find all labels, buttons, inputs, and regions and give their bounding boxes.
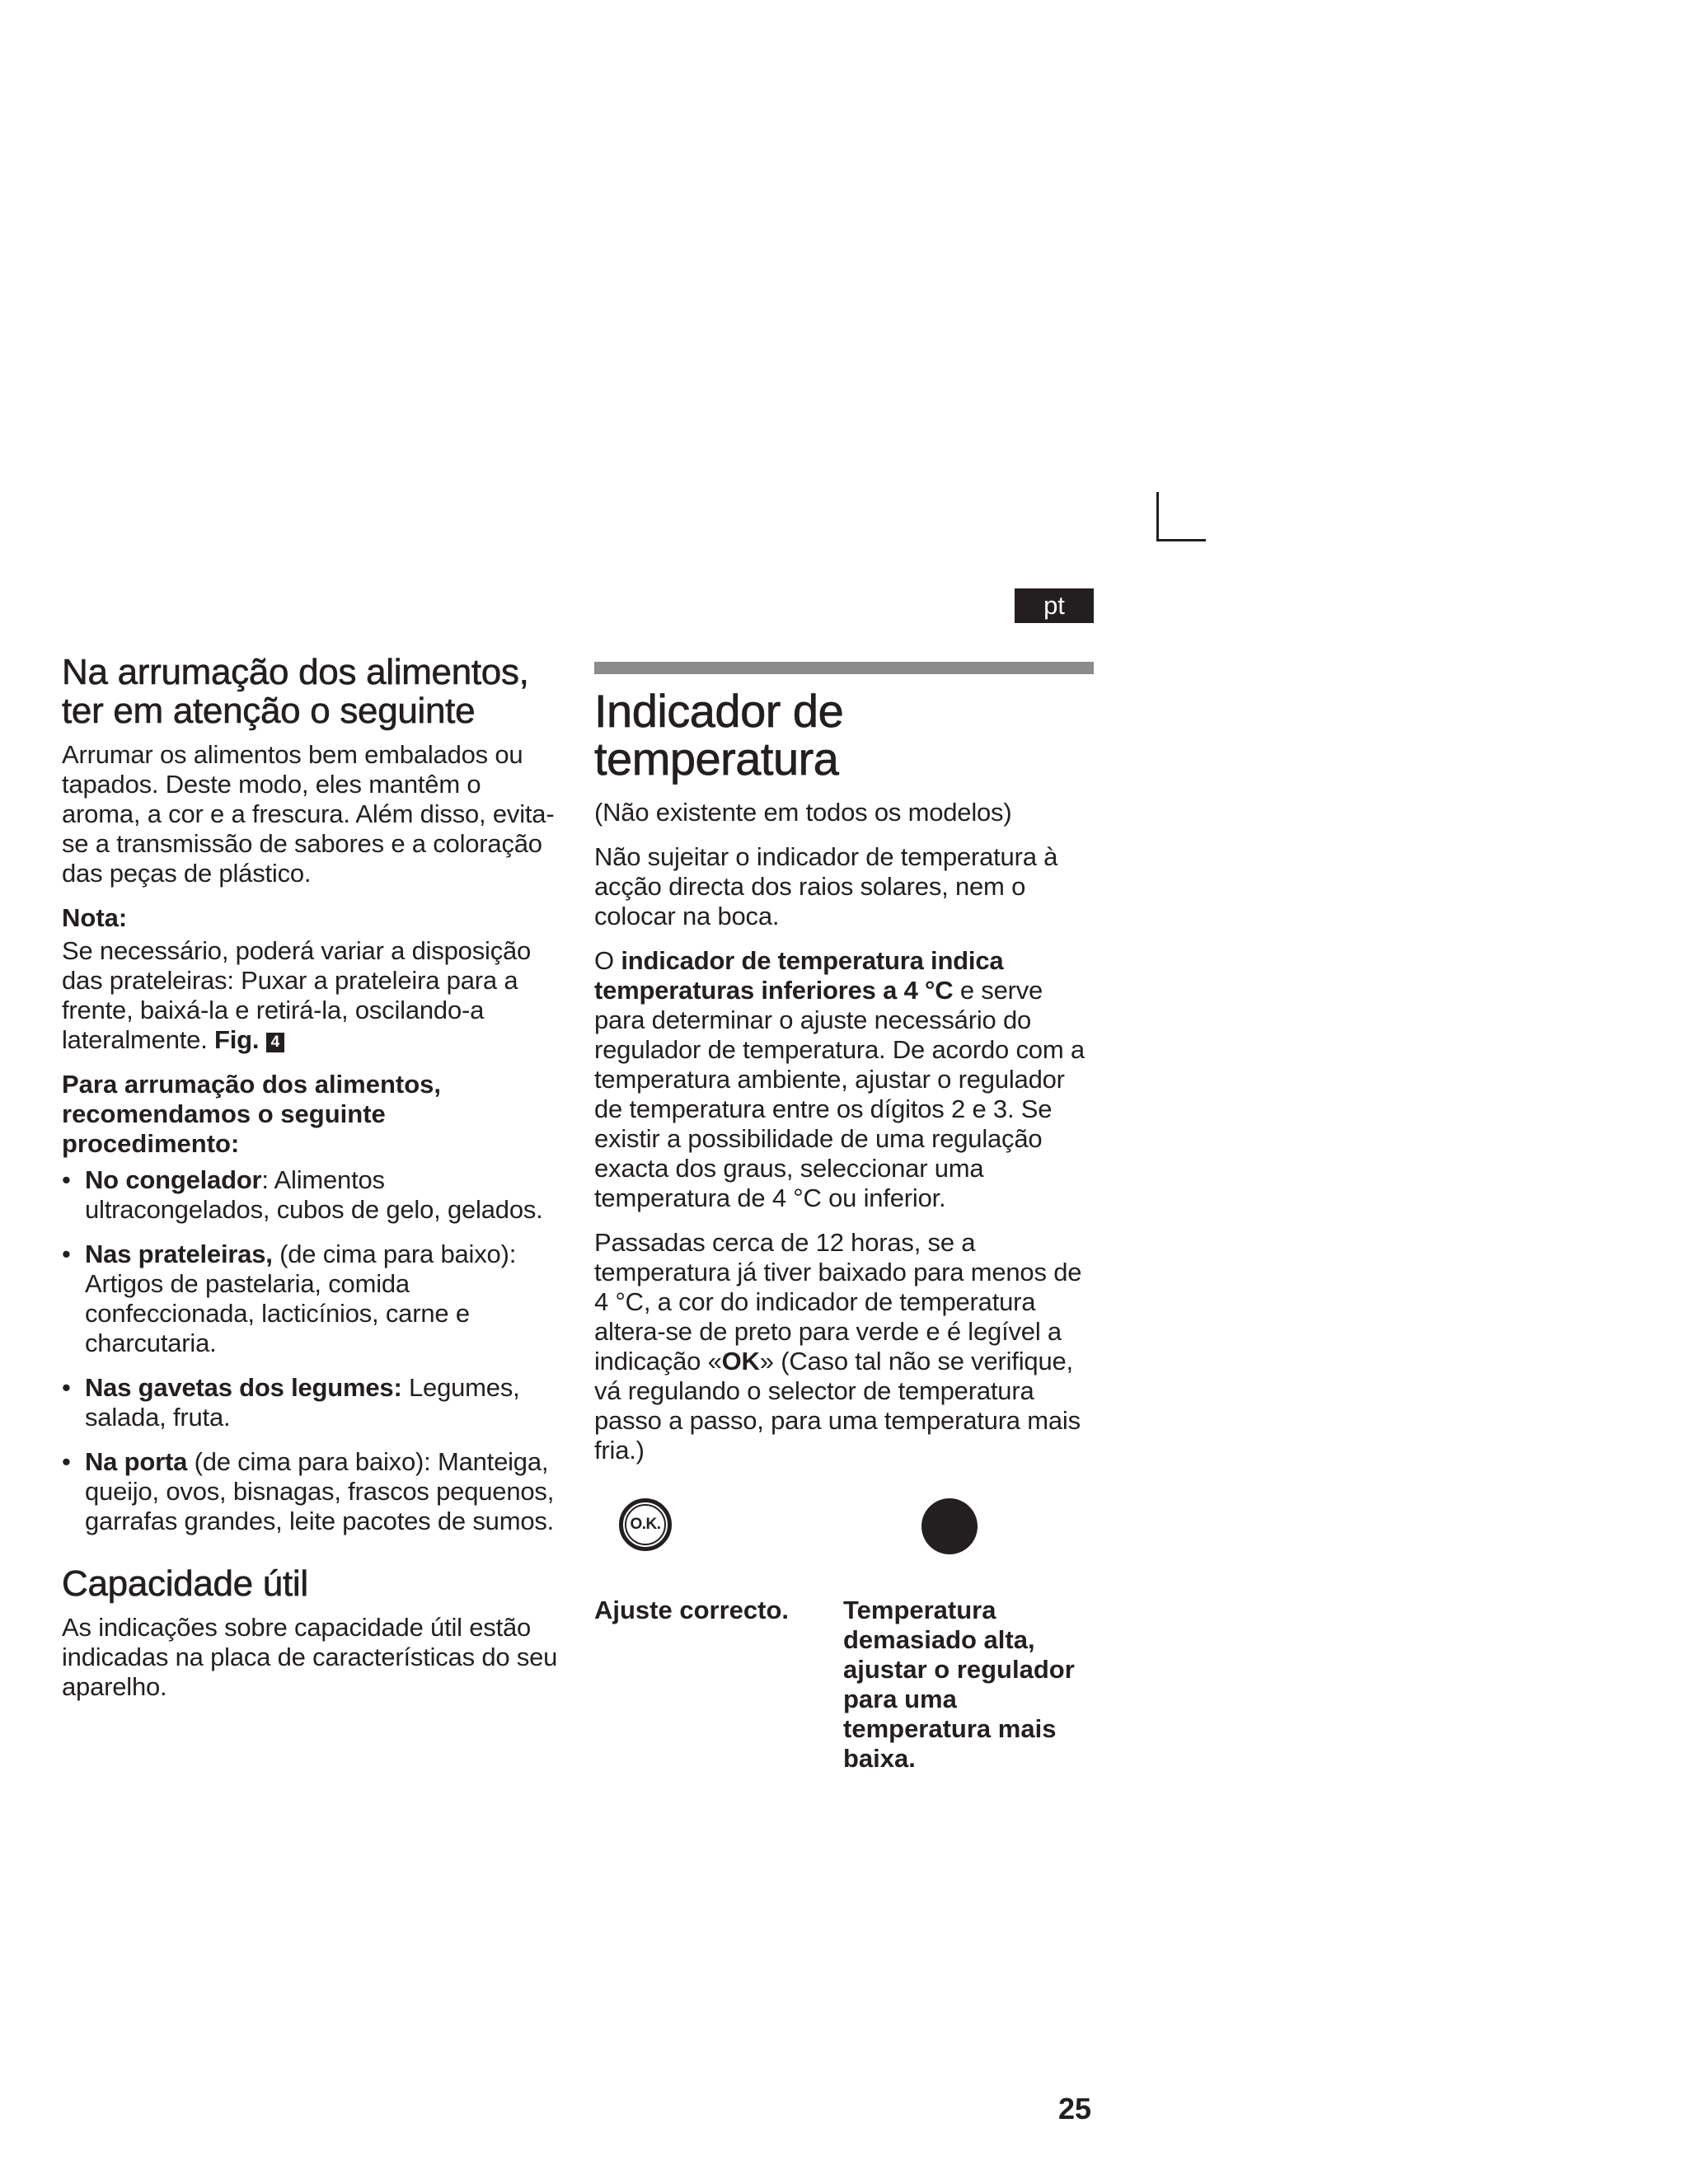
- ok-indicator-text: O.K.: [625, 1504, 666, 1545]
- list-item-title: Nas prateleiras,: [85, 1240, 273, 1268]
- storage-intro: Arrumar os alimentos bem embalados ou tapados. Deste modo, eles mantêm o aroma, a cor e a frescura. Além disso, evita-se a transmissão de sabores e a coloração das peças de plástico.: [62, 740, 555, 888]
- list-item: [62, 1447, 565, 1536]
- capacity-text: As indicações sobre capacidade útil estão indicadas na placa de características do seu aparelho.: [62, 1613, 558, 1701]
- indicator-icons: [594, 1480, 1094, 1596]
- language-tab: pt: [1015, 588, 1094, 623]
- bullet-icon: •: [62, 1240, 71, 1268]
- bullet-icon: •: [62, 1447, 71, 1476]
- note-paragraph: [62, 936, 565, 1055]
- emphasis-text: indicador de temperatura indica temperaturas inferiores a 4 °C: [594, 946, 1004, 1005]
- warning-paragraph: Não sujeitar o indicador de temperatura à acção directa dos raios solares, nem o colocar na boca.: [594, 842, 1058, 930]
- temperature-indicator-heading: Indicador de temperatura: [594, 685, 844, 785]
- ok-paragraph: [594, 1228, 1094, 1465]
- list-item: [62, 1373, 565, 1432]
- ok-emphasis: OK: [721, 1347, 760, 1376]
- list-item-title: Na porta: [85, 1447, 188, 1476]
- text-span: O: [594, 946, 621, 975]
- list-item-text: (de cima para baixo): Artigos de pastelaria, comida confeccionada, lacticínios, carne e charcutaria.: [85, 1240, 517, 1357]
- ok-indicator-icon: [619, 1498, 672, 1551]
- left-column: [62, 653, 565, 1717]
- list-item: [62, 1240, 565, 1358]
- section-rule: [594, 662, 1094, 674]
- black-dot-indicator-icon: [921, 1498, 978, 1554]
- right-column: [594, 653, 1094, 1785]
- fig-number-badge: 4: [266, 1033, 284, 1052]
- text-span: e serve para determinar o ajuste necessário do regulador de temperatura. De acordo com a temperatura ambiente, ajustar o regulador de temperatura entre os dígitos 2 e 3. Se existir a possibilidade de uma regulação exacta dos graus, seleccionar uma temperatura de 4 °C ou inferior.: [594, 976, 1085, 1212]
- fig-label: Fig.: [214, 1025, 260, 1054]
- note-text: Se necessário, poderá variar a disposição das prateleiras: Puxar a prateleira para a frente, baixá-la e retirá-la, oscilando-a lateralmente.: [62, 936, 532, 1054]
- crop-mark: [1156, 492, 1206, 541]
- list-item-text: Legumes, salada, fruta.: [85, 1373, 520, 1432]
- indicator-paragraph: [594, 946, 1094, 1213]
- list-item: [62, 1165, 565, 1225]
- caption-correct-setting: Ajuste correcto.: [594, 1596, 790, 1624]
- capacity-heading: Capacidade útil: [62, 1563, 308, 1604]
- text-span: » (Caso tal não se verifique, vá regulando o selector de temperatura passo a passo, para uma temperatura mais fria.): [594, 1347, 1081, 1465]
- text-span: Passadas cerca de 12 horas, se a temperatura já tiver baixado para menos de 4 °C, a cor do indicador de temperatura altera-se de preto para verde e é legível a indicação «: [594, 1228, 1082, 1376]
- bullet-icon: •: [62, 1165, 71, 1194]
- storage-heading: Na arrumação dos alimentos, ter em atenção o seguinte: [62, 652, 529, 731]
- procedure-label: Para arrumação dos alimentos, recomendamos o seguinte procedimento:: [62, 1070, 442, 1158]
- indicator-captions: [594, 1596, 1094, 1785]
- list-item-text: : Alimentos ultracongelados, cubos de gelo, gelados.: [85, 1165, 543, 1224]
- list-item-text: (de cima para baixo): Manteiga, queijo, ovos, bisnagas, frascos pequenos, garrafas grandes, leite pacotes de sumos.: [85, 1447, 555, 1535]
- storage-list: [62, 1165, 565, 1536]
- caption-temperature-too-high: Temperatura demasiado alta, ajustar o regulador para uma temperatura mais baixa.: [843, 1596, 1075, 1773]
- list-item-title: Nas gavetas dos legumes:: [85, 1373, 402, 1402]
- page-number: 25: [1057, 2092, 1091, 2125]
- availability-note: (Não existente em todos os modelos): [594, 798, 1012, 827]
- bullet-icon: •: [62, 1373, 71, 1402]
- note-label: Nota:: [62, 903, 128, 932]
- list-item-title: No congelador: [85, 1165, 262, 1194]
